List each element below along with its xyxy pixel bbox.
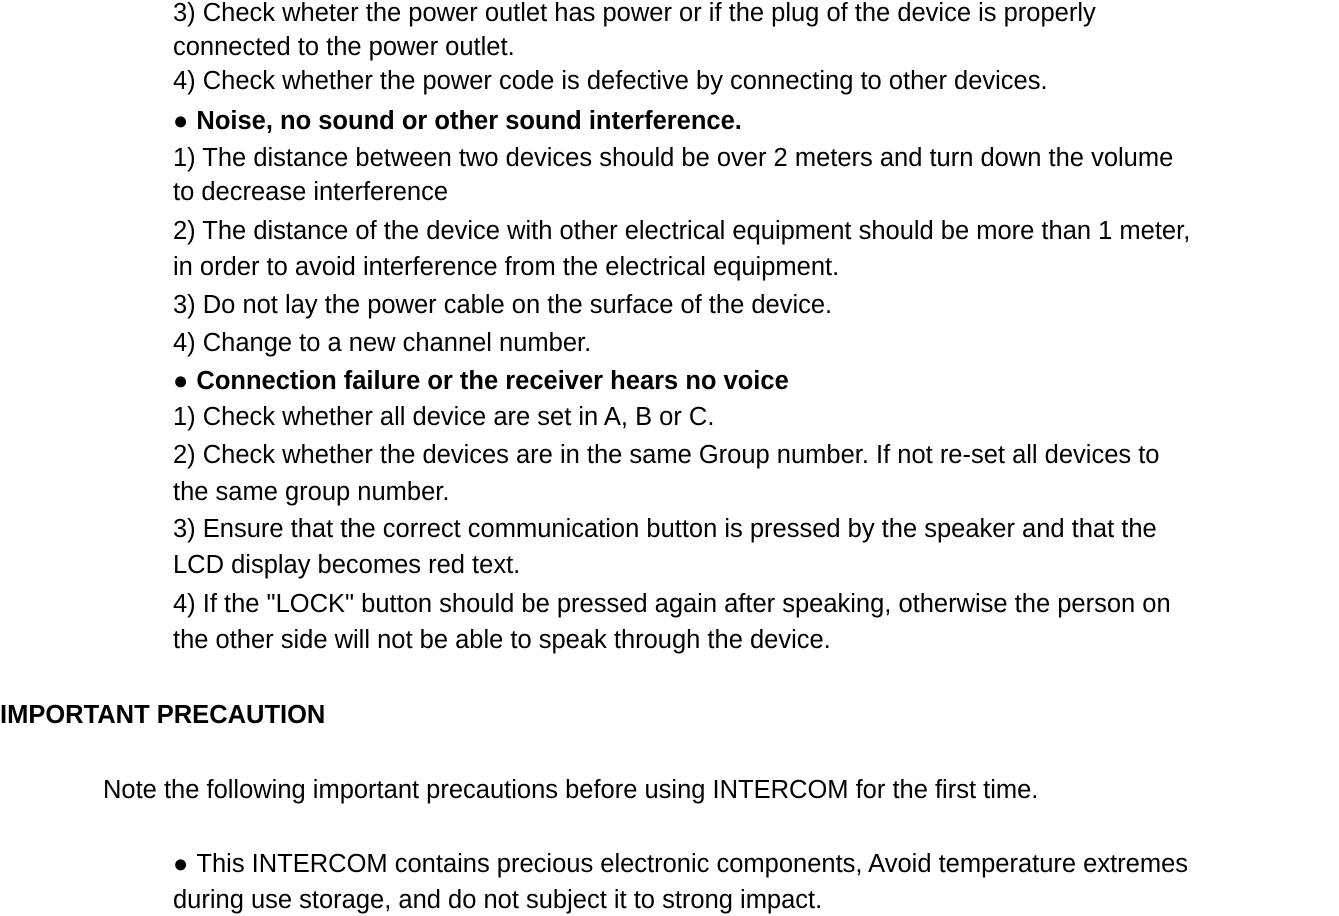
noise-section-heading xyxy=(173,106,742,136)
bullet-icon: ● xyxy=(173,850,189,878)
connection-item-1: 1) Check whether all device are set in A, B or C. xyxy=(173,403,715,431)
noise-item-1-line2: to decrease interference xyxy=(173,178,448,206)
bullet-icon: ● xyxy=(173,107,189,135)
connection-item-4-line1: 4) If the "LOCK" button should be pressed again after speaking, otherwise the person on xyxy=(173,590,1171,618)
precaution-item-line2: during use storage, and do not subject it to strong impact. xyxy=(173,886,823,914)
noise-heading-text: Noise, no sound or other sound interference. xyxy=(196,107,742,135)
connection-item-3-line2: LCD display becomes red text. xyxy=(173,551,521,579)
connection-item-3-line1: 3) Ensure that the correct communication button is pressed by the speaker and that the xyxy=(173,515,1157,543)
precaution-intro: Note the following important precautions before using INTERCOM for the first time. xyxy=(103,776,1039,804)
noise-item-4: 4) Change to a new channel number. xyxy=(173,329,592,357)
power-item-4: 4) Check whether the power code is defective by connecting to other devices. xyxy=(173,67,1048,95)
connection-heading-text: Connection failure or the receiver hears no voice xyxy=(196,367,789,395)
bullet-icon: ● xyxy=(173,367,189,395)
connection-item-2-line2: the same group number. xyxy=(173,478,450,506)
power-item-3-line1: 3) Check wheter the power outlet has power or if the plug of the device is properly xyxy=(173,0,1096,27)
precaution-item-text: This INTERCOM contains precious electronic components, Avoid temperature extremes xyxy=(196,850,1189,878)
connection-item-4-line2: the other side will not be able to speak through the device. xyxy=(173,626,831,654)
precaution-title: IMPORTANT PRECAUTION xyxy=(0,701,326,729)
power-item-3-line2: connected to the power outlet. xyxy=(173,33,515,61)
noise-item-2-line1: 2) The distance of the device with other electrical equipment should be more than 1 meter, xyxy=(173,217,1191,245)
connection-item-2-line1: 2) Check whether the devices are in the same Group number. If not re-set all devices to xyxy=(173,441,1160,469)
precaution-item-line1 xyxy=(173,849,1188,879)
noise-item-3: 3) Do not lay the power cable on the surface of the device. xyxy=(173,291,833,319)
connection-section-heading xyxy=(173,366,789,396)
noise-item-1-line1: 1) The distance between two devices should be over 2 meters and turn down the volume xyxy=(173,144,1174,172)
noise-item-2-line2: in order to avoid interference from the electrical equipment. xyxy=(173,253,840,281)
